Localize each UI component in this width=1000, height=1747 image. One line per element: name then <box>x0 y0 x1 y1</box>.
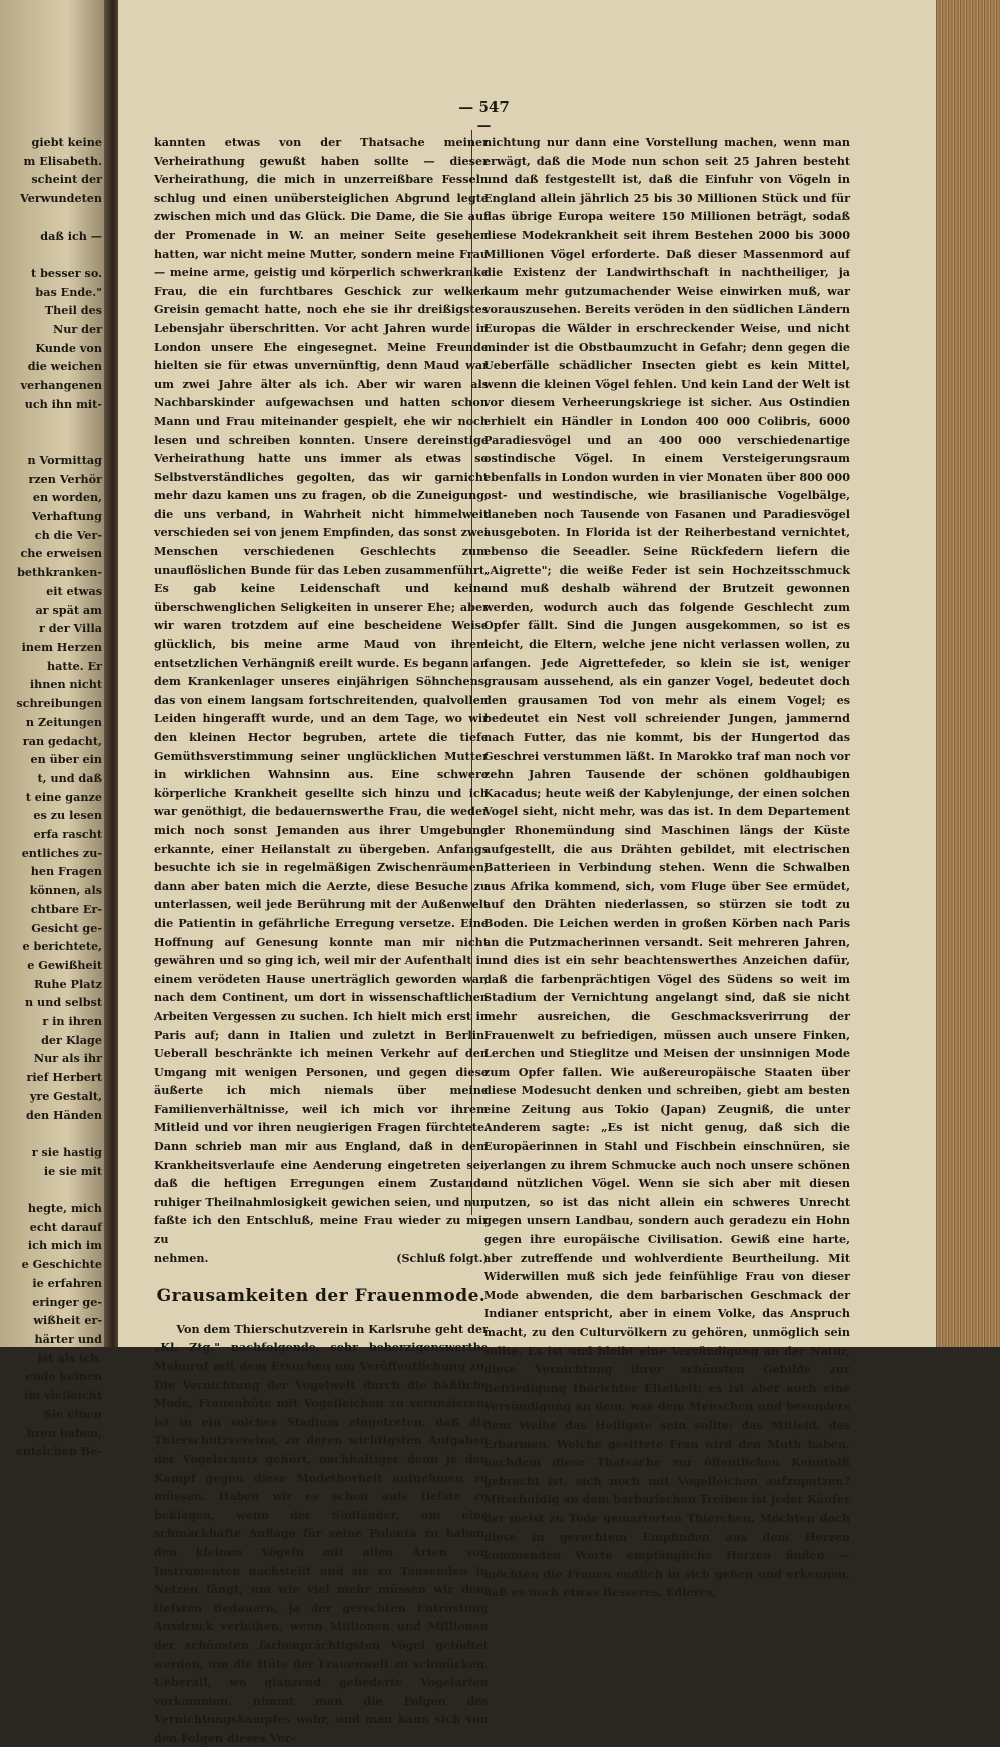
left-page-line: n Vormittag <box>27 452 102 467</box>
left-page-line: inem Herzen <box>21 639 102 654</box>
left-page-line: wißheit er- <box>33 1313 102 1328</box>
left-page-line: r in ihren <box>42 1014 102 1029</box>
left-page-line: den Händen <box>26 1107 102 1122</box>
left-page-line: ie sie mit <box>43 1163 102 1178</box>
left-page-line: en über ein <box>30 752 102 767</box>
right-page <box>118 0 940 1745</box>
story-text: kannten etwas von der Thatsache meiner Verheirathung gewußt haben sollte — dieser Verheirathung, die mich in unzerreißbare Fesseln schlug und einen unübersteiglichen Abgrund legte zwischen mich und das Glück. Die Dame, die Sie auf der Promenade in W. an meiner Seite gesehen hatten, war nicht meine Mutter, sondern meine Frau — meine arme, geistig und körperlich schwerkranke Frau, die ein furchtbares Geschick zur welken Greisin gemacht hatte, noch ehe sie ihr dreißigstes Lebensjahr überschritten. Vor acht Jahren wurde in London unsere Ehe eingesegnet. Meine Freunde hielten sie für etwas unvernünftig, denn Maud war um zwei Jahre älter als ich. Aber wir waren als Nachbarskinder aufgewachsen und hatten schon Mann und Frau miteinander gespielt, ehe wir noch lesen und schreiben konnten. Unsere dereinstige Verheirathung hatte uns immer als etwas so Selbstverständliches gegolten, das wir garnicht mehr dazu kamen uns zu fragen, ob die Zuneigung, die uns verband, in Wahrheit nicht himmelweit verschieden sei von jenem Empfinden, das sonst zwei Menschen verschiedenen Geschlechts zum unauflöslichen Bunde für das Leben zusammenführt. Es gab keine Leidenschaft und keine überschwenglichen Seligkeiten in unserer Ehe; aber wir waren trotzdem auf eine bescheidene Weise glücklich, bis meine arme Maud von ihrem entsetzlichen Verhängniß ereilt wurde. Es begann an dem Krankenlager unseres einjährigen Söhnchens, das von einem langsam fortschreitenden, qualvollen Leiden hingerafft wurde, und an dem Tage, wo wir den kleinen Hector begruben, artete die tiefe Gemüthsverstimmung seiner unglücklichen Mutter in wirklichen Wahnsinn aus. Eine schwere körperliche Krankheit gesellte sich hinzu und ich war genöthigt, die bedauernswerthe Frau, die weder mich noch sonst Jemanden aus ihrer Umgebung erkannte, einer Heilanstalt zu übergeben. Anfangs besuchte ich sie in regelmäßigen Zwischenräumen; dann aber baten mich die Aerzte, diese Besuche zu unterlassen, weil jede Berührung mit der Außenwelt die Patientin in gefährliche Erregung versetze. Eine Hoffnung auf Genesung konnte man mir nicht gewähren und so ging ich, weil mir der Aufenthalt in einem verödeten Hause unerträglich geworden war, nach dem Continent, um dort in wissenschaftlichen Arbeiten Vergessen zu suchen. Ich hielt mich erst in Paris auf; dann in Italien und zuletzt in Berlin. Ueberall beschränkte ich meinen Verkehr auf den Umgang mit wenigen Personen, und gegen diese äußerte ich mich niemals über meine Familienverhältnisse, weil ich mich vor ihrem Mitleid und vor ihren neugierigen Fragen fürchtete. Dann schrieb man mir aus England, daß in dem Krankheitsverlaufe eine Aenderung eingetreten sei, daß die heftigen Erregungen einem Zustande ruhiger Theilnahmlosigkeit gewichen seien, und nun faßte ich den Entschluß, meine Frau wieder zu mir zu <box>154 135 488 1247</box>
article-title: Grausamkeiten der Frauenmode. <box>156 1286 486 1307</box>
article-text-part2: nichtung nur dann eine Vorstellung machen, wenn man erwägt, daß die Mode nun schon seit 25 Jahren besteht und daß festgestellt ist, daß die Einfuhr von Vögeln in England allein jährlich 25 bis 30 Millionen Stück und für das übrige Europa weitere 150 Millionen beträgt, sodaß diese Modekrankheit seit ihrem Bestehen 2000 bis 3000 Millionen Vögel erforderte. Daß dieser Massenmord auf die Existenz der Landwirthschaft in nachtheiliger, ja kaum mehr gutzumachender Weise einwirken muß, war vorauszusehen. Bereits veröden in den südlichen Ländern Europas die Wälder in erschreckender Weise, und nicht minder ist die Obstbaumzucht in Gefahr; denn gegen die Ueberfälle schädlicher Insecten giebt es kein Mittel, wenn die kleinen Vögel fehlen. Und kein Land der Welt ist vor diesem Verheerungskriege ist sicher. Aus Ostindien erhielt ein Händler in London 400 000 Colibris, 6000 Paradiesvögel und an 400 000 verschiedenartige ostindische Vögel. In einem Versteigerungsraum ebenfalls in London wurden in vier Monaten über 800 000 ost- und westindische, wie brasilianische Vogelbälge, daneben noch Tausende von Fasanen und Paradiesvögel ausgeboten. In Florida ist der Reiherbestand vernichtet, ebenso die Seeadler. Seine Rückfedern liefern die „Aigrette"; die weiße Feder ist sein Hochzeitsschmuck und muß deshalb während der Brutzeit gewonnen werden, wodurch auch das folgende Geschlecht zum Opfer fällt. Sind die Jungen ausgekommen, so ist es leicht, die Eltern, welche jene nicht verlassen wollen, zu fangen. Jede Aigrettefeder, so klein sie ist, weniger grausam aussehend, als ein ganzer Vogel, bedeutet doch den grausamen Tod von mehr als einem Vogel; es bedeutet ein Nest voll schreiender Jungen, jammernd nach Futter, das nie kommt, bis der Hungertod das Geschrei verstummen läßt. In Marokko traf man noch vor zehn Jahren Tausende der schönen goldhaubigen Kacadus; heute weiß der Kabylenjunge, der einen solchen Vogel sieht, nicht mehr, was das ist. In dem Departement der Rhonemündung sind Maschinen längs der Küste aufgestellt, die aus Drähten gebildet, mit electrischen Batterieen in Verbindung stehen. Wenn die Schwalben aus Afrika kommend, sich, vom Fluge über See ermüdet, auf den Drähten niederlassen, so stürzen sie todt zu Boden. Die Leichen werden in großen Körben nach Paris an die Putzmacherinnen versandt. Seit mehreren Jahren, und dies ist ein sehr beachtenswerthes Anzeichen dafür, daß die farbenprächtigen Vögel des Südens so weit im Stadium der Vernichtung angelangt sind, daß sie nicht mehr ausreichen, die Geschmacksverirrung der Frauenwelt zu befriedigen, müssen auch unsere Finken, Lerchen und Stieglitze und Meisen der unsinnigen Mode zum Opfer fallen. Wie außereuropäische Staaten über diese Modesucht denken und schreiben, giebt am besten eine Zeitung aus Tokio (Japan) Zeugniß, die unter Anderem sagte: „Es ist nicht genug, daß sich die Europäerinnen in Stahl und Fischbein einschnüren, sie verlangen zu ihrem Schmucke auch noch unsere schönen und nützlichen Vögel. Wenn sie sich aber mit diesen putzen, so ist das nicht allein ein schweres Unrecht gegen unsern Landbau, sondern auch geradezu ein Hohn gegen ihre europäische Civilisation. Gewiß eine harte, aber zutreffende und wohlverdiente Beurtheilung. Mit Widerwillen muß sich jede feinfühlige Frau von dieser Mode abwenden, die dem barbarischen Geschmack der Indianer entspricht, aber in einem Volke, das Anspruch macht, zu den Culturvölkern zu gehören, unmöglich sein sollte. Es ist und bleibt eine Versündigung an der Natur, diese Vernichtung ihrer schönsten Gebilde zur Befriedigung thörichter Eitelkeit; es ist aber auch eine Versündigung an dem, was dem Menschen und besonders dem Weibe das Heiligste sein sollte: das Mitleid, das Erbarmen. Welche gesittete Frau wird den Muth haben, nachdem diese Thatsache zur öffentlichen Kenntniß gebracht ist, sich noch mit Vogelleichen aufzuputzen? Mitschuldig an dem barbarischen Treiben ist jeder Käufer der meist zu Tode gemarterten Thierchen. Möchten doch diese in gerechtem Empfinden aus dem Herzen kommenden Worte empfängliche Herzen finden — möchten die Frauen endlich in sich gehen und erkennen, daß es noch etwas Besseres, Edleres, <box>484 135 850 1600</box>
left-page-line: che erweisen <box>20 546 102 561</box>
article-text-part1: Von dem Thierschutzverein in Karlsruhe geht der „Kl. Ztg." nachfolgende, sehr beherzigenswerthe Mahnruf mit dem Ersuchen um Veröffentlichung zu. Die Vernichtung der Vogelwelt durch die häßliche Mode, Frauenhüte mit Vogelleichen zu verunzieren, ist in ein solches Stadium eingetreten, daß die Thierschutzvereine, zu deren wichtigsten Aufgaben der Vogelschutz gehört, nachhaltiger denn je den Kampf gegen diese Modethorheit aufnehmen zu müssen. Haben wir es schon aufs tiefste zu beklagen, wenn der Südländer, um eine schmackhafte Auflage für seine Polenta zu haben, den kleinen Vögeln mit allen Arten von Instrumenten nachstellt und sie zu Tausenden in Netzen fängt, um wie viel mehr müssen wir dem tiefsten Bedauern, ja der gerechten Entrüstung Ausdruck verleihen, wenn Millionen und Millionen der schönsten farbenprächtigsten Vögel getödtet werden, um die Hüte der Frauenwelt zu schmücken. Ueberall, wo glänzend gefiederte Vogelarten vorkommen, nimmt man die Folgen des Vernichtungskampfes wahr, und man kann sich von den Folgen dieses Ver- <box>154 1321 488 1745</box>
left-page-line: es zu lesen <box>33 808 102 823</box>
left-page-line: ihnen nicht <box>29 677 102 692</box>
left-page-line: ist als ich. <box>37 1350 102 1365</box>
left-page-line: Nur der <box>53 322 102 337</box>
left-page-line: verhangenen <box>20 378 102 393</box>
left-page-line <box>0 245 102 264</box>
left-page-line: echt darauf <box>29 1219 102 1234</box>
left-page-line: der Klage <box>41 1032 102 1047</box>
left-page-line: ie erfahren <box>32 1275 102 1290</box>
left-page-line: e Gewißheit <box>27 957 102 972</box>
left-page-line <box>0 208 102 227</box>
right-column <box>484 133 850 1602</box>
left-page-line: e berichtete, <box>22 939 102 954</box>
left-page-line: härter und <box>34 1332 102 1346</box>
left-page-line: bas Ende." <box>35 284 102 299</box>
left-page-line: r der Villa <box>38 621 102 636</box>
left-page-line <box>0 1180 102 1199</box>
left-page-line: eit etwas <box>46 583 102 598</box>
left-page-line: ende keinen <box>25 1369 102 1384</box>
left-page-line: n Zeitungen <box>25 714 102 729</box>
left-page-line: eringer ge- <box>32 1294 102 1309</box>
left-page-line: können, als <box>29 883 102 898</box>
left-page-line: entliches zu- <box>21 845 102 860</box>
left-page-line: t eine ganze <box>25 789 102 804</box>
left-page-line <box>0 414 102 433</box>
left-page-line: hatte. Er <box>46 658 102 673</box>
left-page-line: rief Herbert <box>26 1070 102 1085</box>
left-page-line: r sie hastig <box>31 1144 102 1159</box>
left-page-line: n und selbst <box>25 995 102 1010</box>
left-page-line: t, und daß <box>37 770 102 785</box>
left-page-line: hren haben, <box>26 1425 102 1440</box>
left-page-line: ich mich im <box>27 1238 102 1253</box>
left-page-line: schreibungen <box>16 696 102 711</box>
page-edges <box>936 0 1000 1347</box>
left-page-line: Nur als ihr <box>33 1051 102 1066</box>
left-page-line: rzen Verhör <box>28 471 102 486</box>
left-page-line: ran gedacht, <box>22 733 102 748</box>
left-page-line: Verwundeten <box>20 191 102 206</box>
left-page-line: e Geschichte <box>21 1257 102 1272</box>
left-page-line: t besser so. <box>31 265 102 280</box>
left-page-line: Kunde von <box>35 340 102 355</box>
continuation-note: (Schluß folgt.) <box>396 1250 488 1265</box>
left-page-line: ch die Ver- <box>34 527 102 542</box>
left-page-line <box>0 432 102 451</box>
left-page-line: en worden, <box>32 490 102 505</box>
left-page-line: entsichen Be- <box>15 1444 102 1459</box>
left-page-fragment <box>0 0 112 1459</box>
left-page-line: Theil des <box>44 303 102 318</box>
story-signoff <box>154 1249 488 1268</box>
left-page-line: chtbare Er- <box>30 901 102 916</box>
left-page-line: erfa rascht <box>33 827 102 842</box>
left-page-line: hen Fragen <box>30 864 102 879</box>
left-page-line: giebt keine <box>31 135 102 149</box>
left-page-text <box>0 133 102 1461</box>
left-page-line: Ruhe Platz <box>33 976 102 991</box>
left-page-line: hegte, mich <box>27 1201 102 1216</box>
left-page-line: Gesicht ge- <box>31 920 102 935</box>
page-number: — 547 — <box>458 98 510 134</box>
story-last-word: nehmen. <box>154 1250 209 1265</box>
middle-column <box>154 133 488 1747</box>
left-page-line: scheint der <box>31 172 102 187</box>
left-page-line: daß ich — <box>40 228 102 243</box>
left-page-line: yre Gestalt, <box>29 1088 102 1103</box>
left-page-line <box>0 1124 102 1143</box>
left-page-line: bethkranken- <box>17 565 102 580</box>
left-page-line: uch ihn mit- <box>24 396 102 411</box>
left-page-line: Verhaftung <box>31 509 102 524</box>
left-page-line: ar spät am <box>35 602 102 617</box>
left-page-line: Sie einen <box>43 1406 102 1421</box>
left-page-line: im vielleicht <box>24 1388 102 1403</box>
left-page-line: m Elisabeth. <box>23 153 102 168</box>
left-page-line: die weichen <box>27 359 102 374</box>
